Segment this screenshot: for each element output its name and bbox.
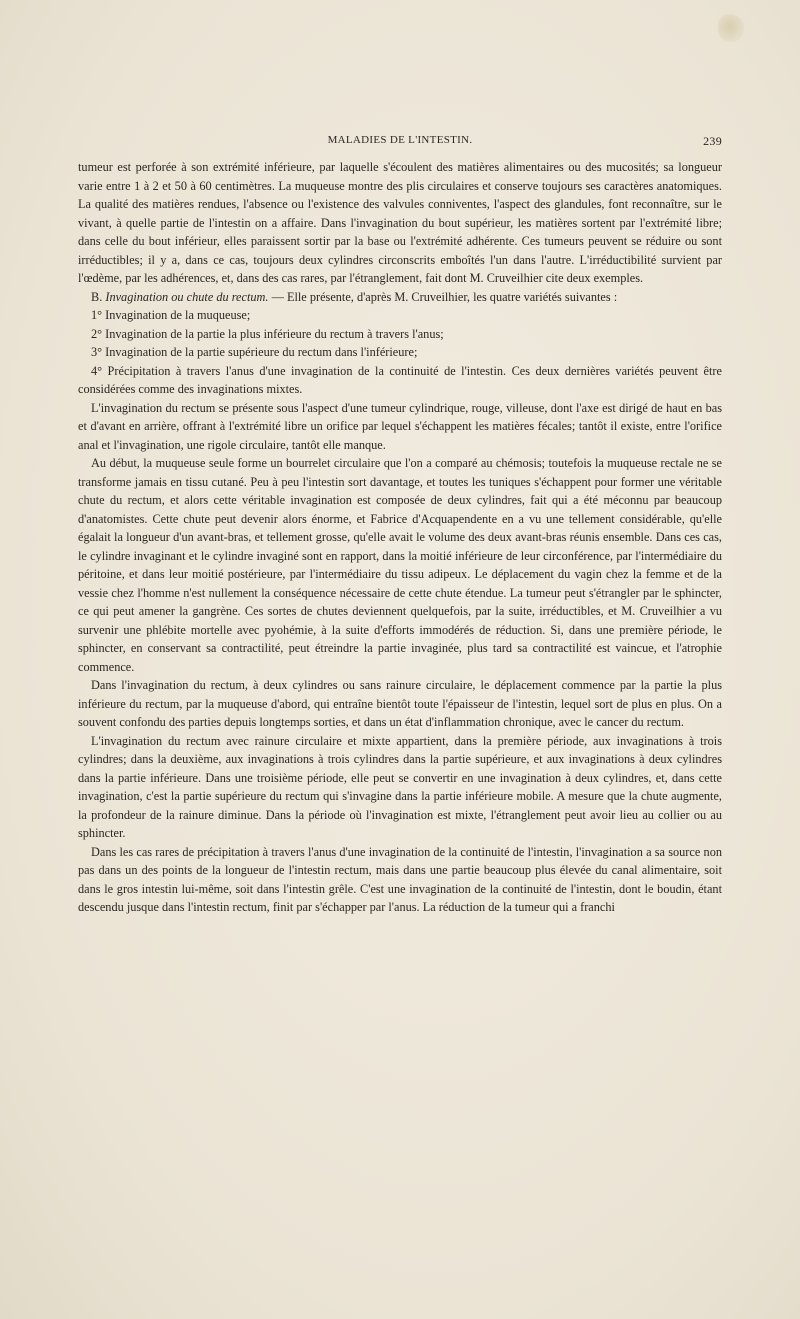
section-b-heading: Invagination ou chute du rectum. <box>105 289 269 304</box>
list-item-1: 1° Invagination de la muqueuse; <box>91 308 251 322</box>
section-b-text: — Elle présente, d'après M. Cruveilhier, les quatre variétés suivantes : <box>271 289 618 304</box>
list-item-4: 4° Précipitation à travers l'anus d'une invagination de la continuité de l'intestin. Ces deux dernières variétés peuvent être considérées comme des invaginations mixtes. <box>78 363 722 396</box>
running-title: MALADIES DE L'INTESTIN. <box>327 134 473 146</box>
paragraph-deux-cylindres: Dans l'invagination du rectum, à deux cylindres ou sans rainure circulaire, le déplacement commence par la partie la plus inférieure du rectum, par la muqueuse d'abord, qui entraîne bientôt toute l'épaisseur de l'intestin, lequel sort de plus en plus. On a souvent confondu des parties depuis longtemps sorties, et dans un état d'inflammation chronique, avec le cancer du rectum. <box>78 678 722 729</box>
paragraph-aspect: L'invagination du rectum se présente sous l'aspect d'une tumeur cylindrique, rouge, villeuse, dont l'axe est dirigé de haut en bas et d'avant en arrière, offrant à l'extrémité libre un orifice par lequel s'échappent les matières fécales; tantôt il existe, entre l'orifice anal et l'invagination, une rigole circulaire, tantôt elle manque. <box>78 400 722 452</box>
paragraph-rainure: L'invagination du rectum avec rainure circulaire et mixte appartient, dans la première période, aux invaginations à trois cylindres; dans la deuxième, aux invaginations à trois cylindres dans la partie supérieure, et aux invaginations à deux cylindres dans la partie inférieure. Dans une troisième période, elle peut se convertir en une invagination à deux cylindres, et, dans cette invagination, c'est la partie supérieure du rectum qui s'invagine dans la partie inférieure mobile. A mesure que la chute augmente, la profondeur de la rainure diminue. Dans la période où l'invagination est mixte, l'étranglement peut avoir lieu au collier ou au sphincter. <box>78 733 722 840</box>
paragraph-debut: Au début, la muqueuse seule forme un bourrelet circulaire que l'on a comparé au chémosis; toutefois la muqueuse rectale ne se transforme jamais en tissu cutané. Peu à peu l'intestin sort davantage, et toutes les tuniques s'échappent pour former une véritable chute du rectum, et alors cette véritable invagination est composée de deux cylindres, fait qui a été méconnu par beaucoup d'anatomistes. Cette chute peut devenir alors énorme, et Fabrice d'Acquapendente en a vu une tellement considérable, qu'elle égalait la longueur d'un avant-bras, et tellement grosse, qu'elle avait le volume des deux avant-bras réunis ensemble. Dans ces cas, le cylindre invaginant et le cylindre invaginé sont en rapport, dans la moitié inférieure de leur circonférence, par l'intermédiaire du péritoine, et dans leur moitié postérieure, par l'intermédiaire du tissu adipeux. Le déplacement du vagin chez la femme et de la vessie chez l'homme n'est nullement la conséquence nécessaire de cette chute étendue. La tumeur peut s'étrangler par le sphincter, ce qui peut amener la gangrène. Ces sortes de chutes deviennent quelquefois, par la suite, irréductibles, et M. Cruveilhier a vu survenir une phlébite mortelle avec pyohémie, à la suite d'efforts immodérés de réduction. Si, dans une première période, le sphincter, en conservant sa contractilité, peut étreindre la partie invaginée, plus tard sa contractilité est vaincue, et l'atrophie commence. <box>78 456 722 674</box>
page-number: 239 <box>703 134 722 148</box>
paragraph-1: tumeur est perforée à son extrémité inférieure, par laquelle s'écoulent des matières alimentaires ou des mucosités; sa longueur varie entre 1 à 2 et 50 à 60 centimètres. La muqueuse montre des plis circulaires et conserve toujours ses caractères anatomiques. La qualité des matières rendues, l'absence ou l'existence des valvules conniventes, l'aspect des glandules, font reconnaître, sur le vivant, à quelle partie de l'intestin on a affaire. Dans l'invagination du bout supérieur, les matières sortent par l'extrémité libre; dans celle du bout inférieur, elles paraissent sortir par la base ou l'extrémité adhérente. Ces tumeurs peuvent se réduire ou sont irréductibles; il y a, dans ce cas, toujours deux cylindres circonscrits emboîtés l'un dans l'autre. L'irréductibilité survient par l'œdème, par les adhérences, et, dans des cas rares, par l'étranglement, fait dont M. Cruveilhier cite deux exemples. <box>78 160 722 285</box>
list-item-2: 2° Invagination de la partie la plus inférieure du rectum à travers l'anus; <box>91 326 444 341</box>
list-item-3: 3° Invagination de la partie supérieure du rectum dans l'inférieure; <box>91 345 418 359</box>
page-body <box>78 158 722 917</box>
paragraph-precipitation: Dans les cas rares de précipitation à travers l'anus d'une invagination de la continuité de l'intestin, l'invagination a sa source non pas dans un des points de la longueur de l'intestin rectum, mais dans une partie beaucoup plus élevée du canal alimentaire, soit dans le gros intestin lui-même, soit dans l'intestin grêle. C'est une invagination de la continuité de l'intestin, dont le boudin, étant descendu jusque dans l'intestin rectum, finit par s'échapper par l'anus. La réduction de la tumeur qui a franchi <box>78 844 722 914</box>
paragraph-section-b <box>78 288 722 307</box>
running-header <box>78 130 722 150</box>
section-b-marker: B. <box>91 289 103 304</box>
paper-stain <box>718 14 744 42</box>
